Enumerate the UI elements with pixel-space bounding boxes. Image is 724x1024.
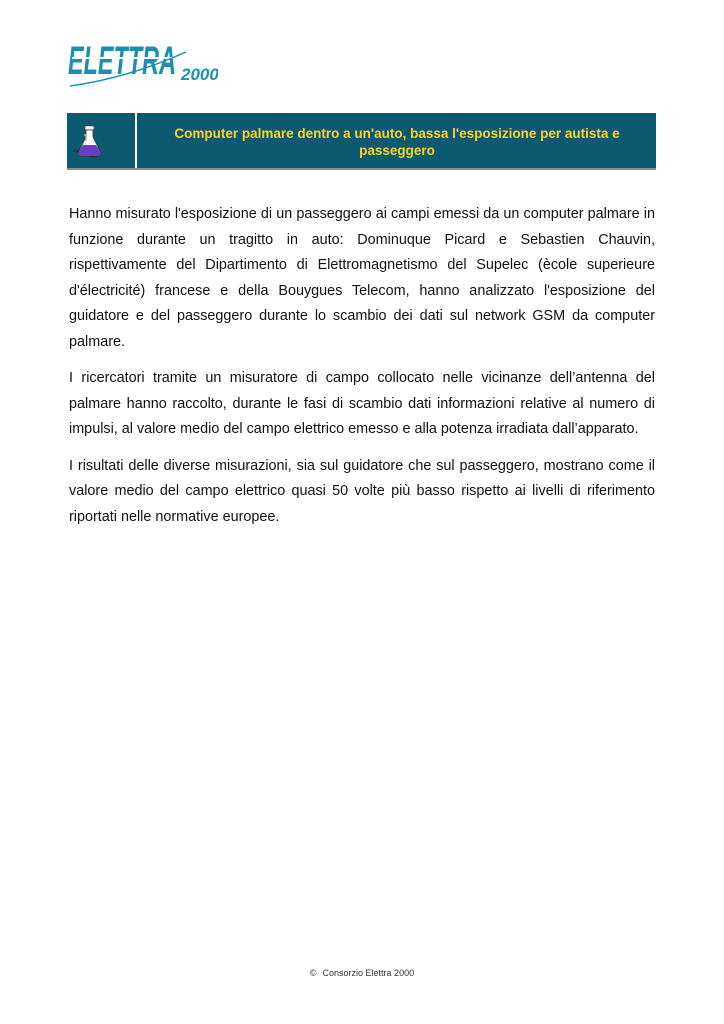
article-title: Computer palmare dentro a un'auto, bassa l'esposizione per autista e passeggero — [174, 126, 620, 158]
article-body — [69, 202, 655, 541]
logo-suffix: 2000 — [181, 65, 218, 84]
banner-icon-cell — [67, 113, 137, 168]
page-footer — [0, 968, 724, 978]
copyright-symbol: © — [309, 968, 317, 978]
flask-icon — [70, 123, 104, 159]
footer-text: Consorzio Elettra 2000 — [322, 968, 415, 978]
logo-wordmark: ELETTRA — [68, 39, 176, 83]
elettra-2000-logo — [68, 38, 218, 90]
paragraph-2: I ricercatori tramite un misuratore di campo collocato nelle vicinanze dell’antenna del palmare hanno raccolto, durante le fasi di scambio dati informazioni relative al numero di impulsi, al valore medio del campo elettrico emesso e alla potenza irradiata dall’apparato. — [69, 370, 655, 437]
paragraph-1: Hanno misurato l'esposizione di un passeggero ai campi emessi da un computer palmare in funzione durante un tragitto in auto: Dominuque Picard e Sebastien Chauvin, rispettivamente del Dipartimento di Elettromagnetismo del Supelec (ècole superieure d'électricité) francese e della Bouygues Telecom, hanno analizzato l'esposizione del guidatore e del passeggero durante lo scambio dei dati sul network GSM da computer palmare. — [69, 206, 655, 350]
article-title-banner — [67, 113, 656, 170]
paragraph-3: I risultati delle diverse misurazioni, sia sul guidatore che sul passeggero, mostrano come il valore medio del campo elettrico quasi 50 volte più basso rispetto ai livelli di riferimento riportati nelle normative europee. — [69, 457, 655, 525]
